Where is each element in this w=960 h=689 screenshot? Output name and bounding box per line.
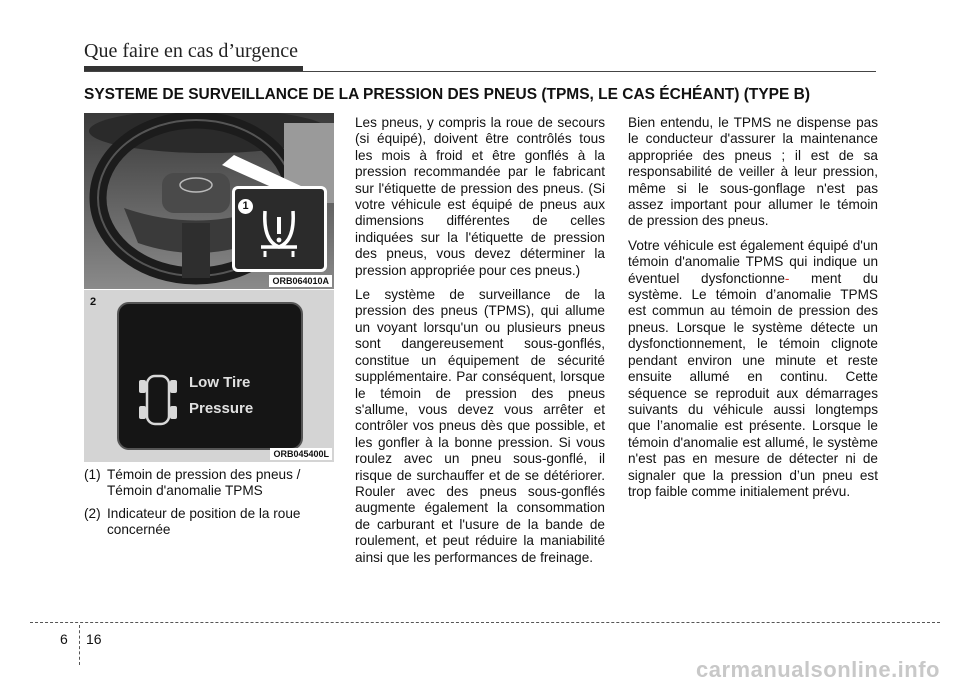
display-line-1: Low Tire [189,374,251,391]
footer-dashed-divider [79,625,80,665]
figure-number-2: 2 [90,296,97,308]
footer-dashed-rule [30,622,940,623]
figure-low-tire-display [84,290,334,462]
page-header-title: Que faire en cas d’urgence [84,40,298,62]
middle-text-column [355,115,605,574]
display-line-2: Pressure [189,400,254,417]
legend-item-number: (1) [84,467,101,482]
figure-steering-wheel [84,113,334,289]
watermark: carmanualsonline.info [696,657,940,682]
paragraph-part: Votre véhicule est également équipé d'un témoin d'anomalie TPMS qui indique un éventuel dysfonctionne [628,237,878,286]
cluster-display [117,302,303,450]
paragraph: Les pneus, y compris la roue de secours (si équipé), doivent être contrôlés tous les mois à froid et être gonflés à la pression recommandée par le fabricant sur l'étiquette de pression des pneus. (Si votre véhicule est équipé de pneus aux dimensions différentes de celles indiquées sur la l'étiquette de pression des pneus, vous devez déterminer la pression appropriée pour ces pneus.) [355,115,605,278]
right-text-column [628,115,878,508]
hyphen-mark: - [784,270,790,286]
car-wheel-position-icon [133,370,183,430]
legend-item [84,506,334,539]
callout-number-badge: 1 [238,199,253,214]
header-rule-thin [84,71,876,72]
legend-item-number: (2) [84,505,101,521]
legend-item-text: Indicateur de position de la roue concernée [107,505,301,538]
page-number: 16 [86,631,102,647]
legend-item [84,467,334,500]
paragraph: Le système de surveillance de la pression des pneus (TPMS), qui allume un voyant lorsqu'un ou plusieurs pneus sont dangereusement sous-gonflés, constitue un équipement de sécurité supplémentaire. Par conséquent, lorsque le témoin de pression des pneus s'allume, vous devez vous arrêter et contrôler vos pneus dès que possible, et les gonfler à la bonne pression. Si vous roulez avec un pneu sous-gonflé, il risque de surchauffer et de se détériorer. Rouler avec des pneus sous-gonflés augmente également la consommation de carburant et l'usure de la bande de roulement, et peut réduire la maniabilité ainsi que les performances de freinage. [355,287,605,565]
paragraph: Bien entendu, le TPMS ne dispense pas le conducteur d'assurer la maintenance appropriée des pneus ; il est de sa responsabilité de veiller à leur pression, même si le sous-gonflage n'est pas assez important pour allumer le témoin de pression des pneus. [628,115,878,229]
tpms-callout-box [232,186,327,272]
legend-item-text: Témoin de pression des pneus / Témoin d'anomalie TPMS [107,467,301,499]
figure-code-2: ORB045400L [270,448,332,460]
paragraph [628,238,878,501]
paragraph-part: ment du système. Le témoin d’anomalie TPMS est commun au témoin de pression des pneus. Lorsque le système détecte un dysfonctionnement, le témoin clignote pendant environ une minute et reste ensuite allumé en continu. Cette séquence se reproduit aux démarrages suivants du véhicule aussi longtemps que l’anomalie est présente. Lorsque le témoin d'anomalie est allumé, le système n'est pas en mesure de détecter ni de signaler que la pression d’un pneu est trop faible comme initialement prévu. [628,270,878,499]
figure-code-1: ORB064010A [269,275,332,287]
chapter-number: 6 [60,631,68,647]
figure-legend [84,467,334,545]
section-heading: SYSTEME DE SURVEILLANCE DE LA PRESSION DES PNEUS (TPMS, LE CAS ÉCHÉANT) (TYPE B) [84,86,811,103]
